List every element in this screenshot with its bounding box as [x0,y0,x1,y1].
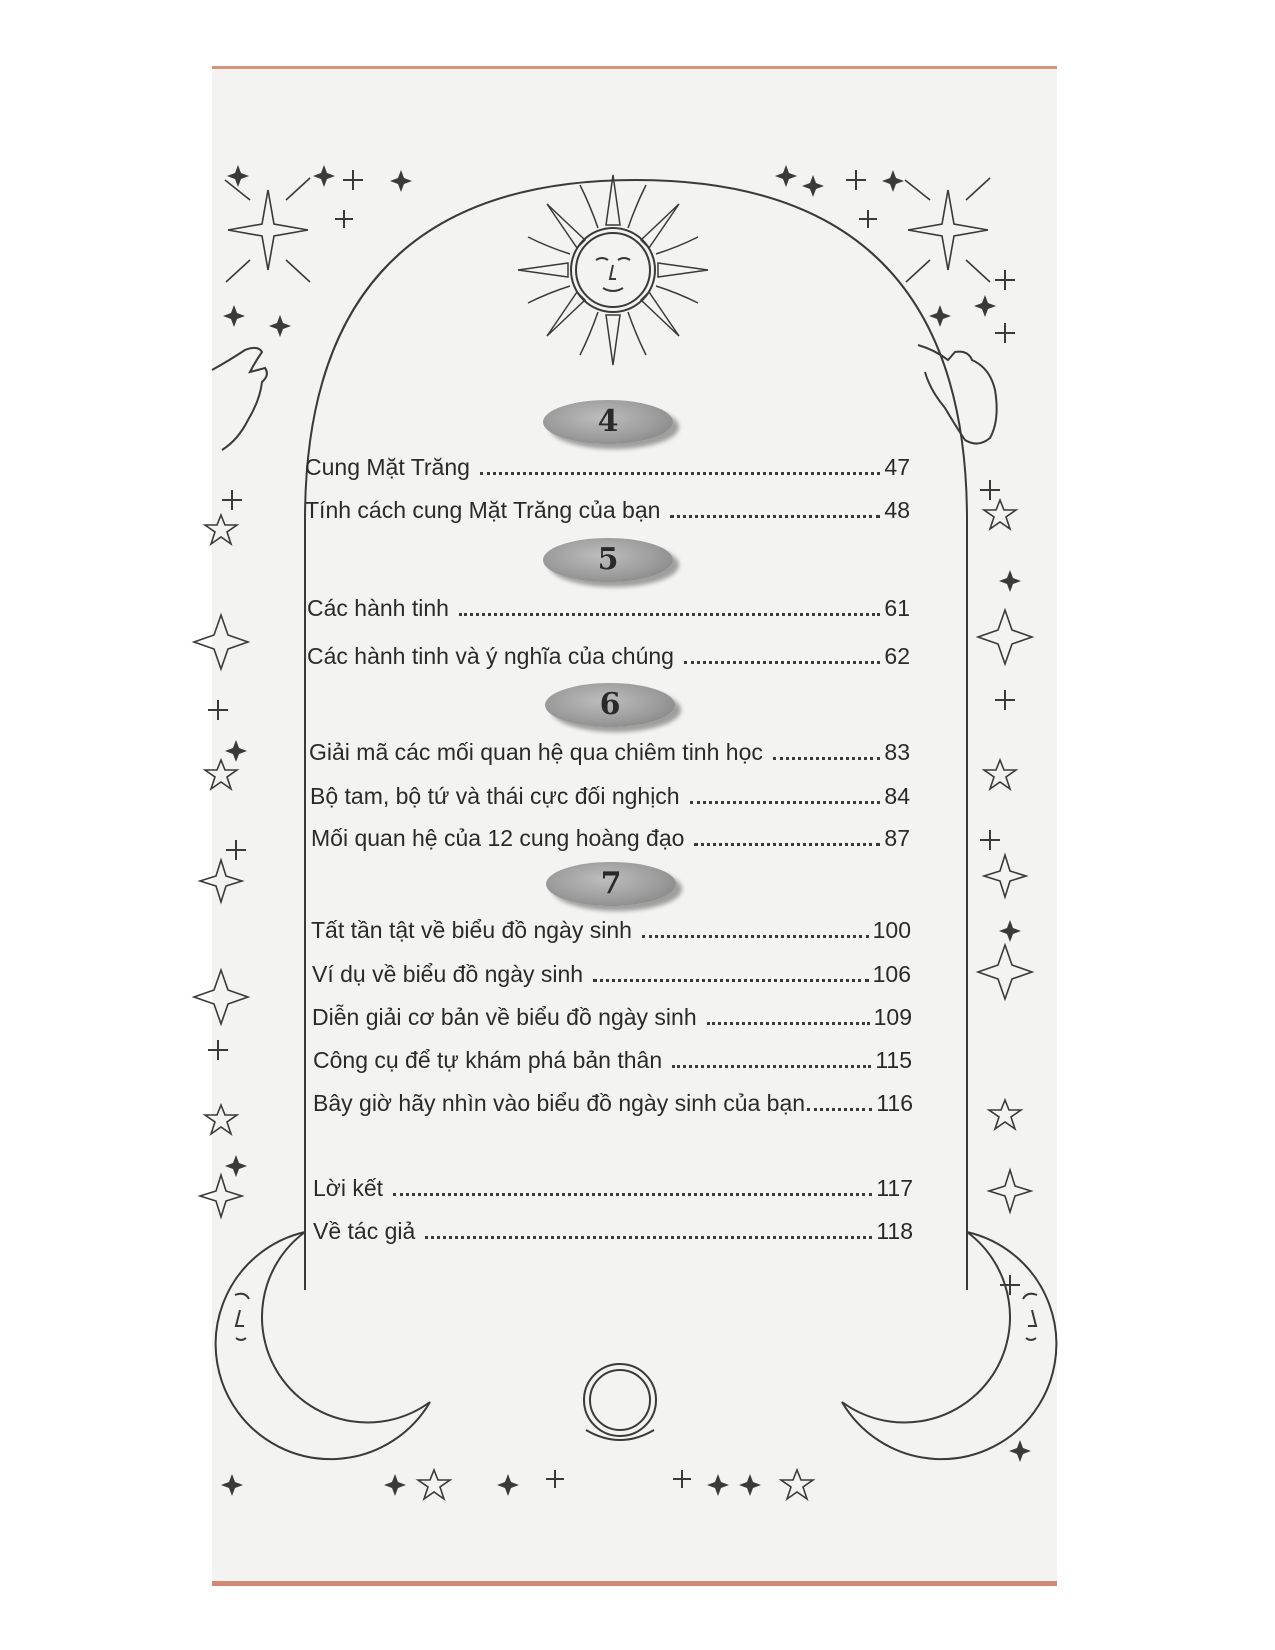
chapter-number: 4 [597,404,619,439]
toc-entry[interactable] [305,447,910,481]
chapter-badge [543,400,673,444]
toc-entry-page: 47 [884,454,910,480]
toc-entry-title: Tất tần tật về biểu đồ ngày sinh [311,917,632,943]
toc-entry-page: 87 [884,825,910,851]
toc-entry-title: Các hành tinh [307,595,449,621]
crescent-moon-face-icon [842,1232,1056,1459]
chapter-badge [543,538,673,582]
toc-entry-page: 48 [884,497,910,523]
dot-leader [642,921,869,938]
toc-entry[interactable] [310,776,910,810]
toc-entry-title: Bây giờ hãy nhìn vào biểu đồ ngày sinh của bạn [313,1090,806,1116]
toc-entry[interactable] [309,732,910,766]
dot-leader [684,647,880,664]
toc-entry[interactable] [312,997,912,1031]
sun-face-icon [518,175,708,365]
toc-entry-page: 109 [873,1004,912,1030]
toc-entry-page: 84 [884,783,910,809]
dot-leader [807,1094,872,1111]
toc-entry-page: 100 [872,917,911,943]
toc-entry-title: Tính cách cung Mặt Trăng của bạn [305,497,661,523]
chapter-badge [546,862,676,906]
toc-entry-page: 118 [876,1218,913,1244]
toc-entry-page: 83 [884,739,910,765]
toc-entry[interactable] [312,954,911,988]
sparkle-star-icon [225,178,990,282]
toc-entry-title: Cung Mặt Trăng [305,454,470,480]
toc-entry[interactable] [313,1083,913,1117]
dot-leader [425,1222,872,1239]
small-moon-circle-icon [584,1364,656,1440]
toc-entry[interactable] [307,588,910,622]
toc-entry[interactable] [313,1168,913,1202]
toc-entry-page: 117 [876,1175,913,1201]
chapter-badge [545,683,675,727]
dot-leader [393,1179,872,1196]
toc-entry-page: 62 [884,643,910,669]
dot-leader [670,501,880,518]
chapter-number: 5 [597,542,619,577]
toc-entry-page: 106 [872,961,911,987]
toc-entry-title: Về tác giả [313,1218,416,1244]
toc-entry[interactable] [313,1040,912,1074]
toc-entry[interactable] [313,1211,913,1245]
toc-entry[interactable] [311,818,910,852]
dot-leader [694,829,880,846]
toc-entry-title: Ví dụ về biểu đồ ngày sinh [312,961,584,987]
toc-entry-title: Công cụ để tự khám phá bản thân [313,1047,663,1073]
toc-entry-page: 115 [875,1047,912,1073]
dot-leader [773,743,881,760]
chapter-number: 6 [599,687,621,722]
toc-entry[interactable] [307,636,910,670]
toc-entry-title: Giải mã các mối quan hệ qua chiêm tinh học [309,739,763,765]
dot-leader [459,599,880,616]
chapter-number: 7 [600,866,622,901]
toc-entry[interactable] [311,910,911,944]
hand-icon [918,345,997,444]
dot-leader [690,787,881,804]
crescent-moon-face-icon [216,1232,430,1459]
toc-entry-title: Mối quan hệ của 12 cung hoàng đạo [311,825,685,851]
toc-entry[interactable] [305,490,910,524]
toc-entry-title: Bộ tam, bộ tứ và thái cực đối nghịch [310,783,680,809]
toc-entry-title: Lời kết [313,1175,384,1201]
toc-entry-page: 116 [876,1090,913,1116]
hand-icon [212,348,267,450]
toc-entry-page: 61 [884,595,910,621]
dot-leader [480,458,880,475]
toc-entry-title: Các hành tinh và ý nghĩa của chúng [307,643,674,669]
toc-entry-title: Diễn giải cơ bản về biểu đồ ngày sinh [312,1004,697,1030]
dot-leader [593,965,869,982]
dot-leader [672,1051,871,1068]
dot-leader [707,1008,870,1025]
